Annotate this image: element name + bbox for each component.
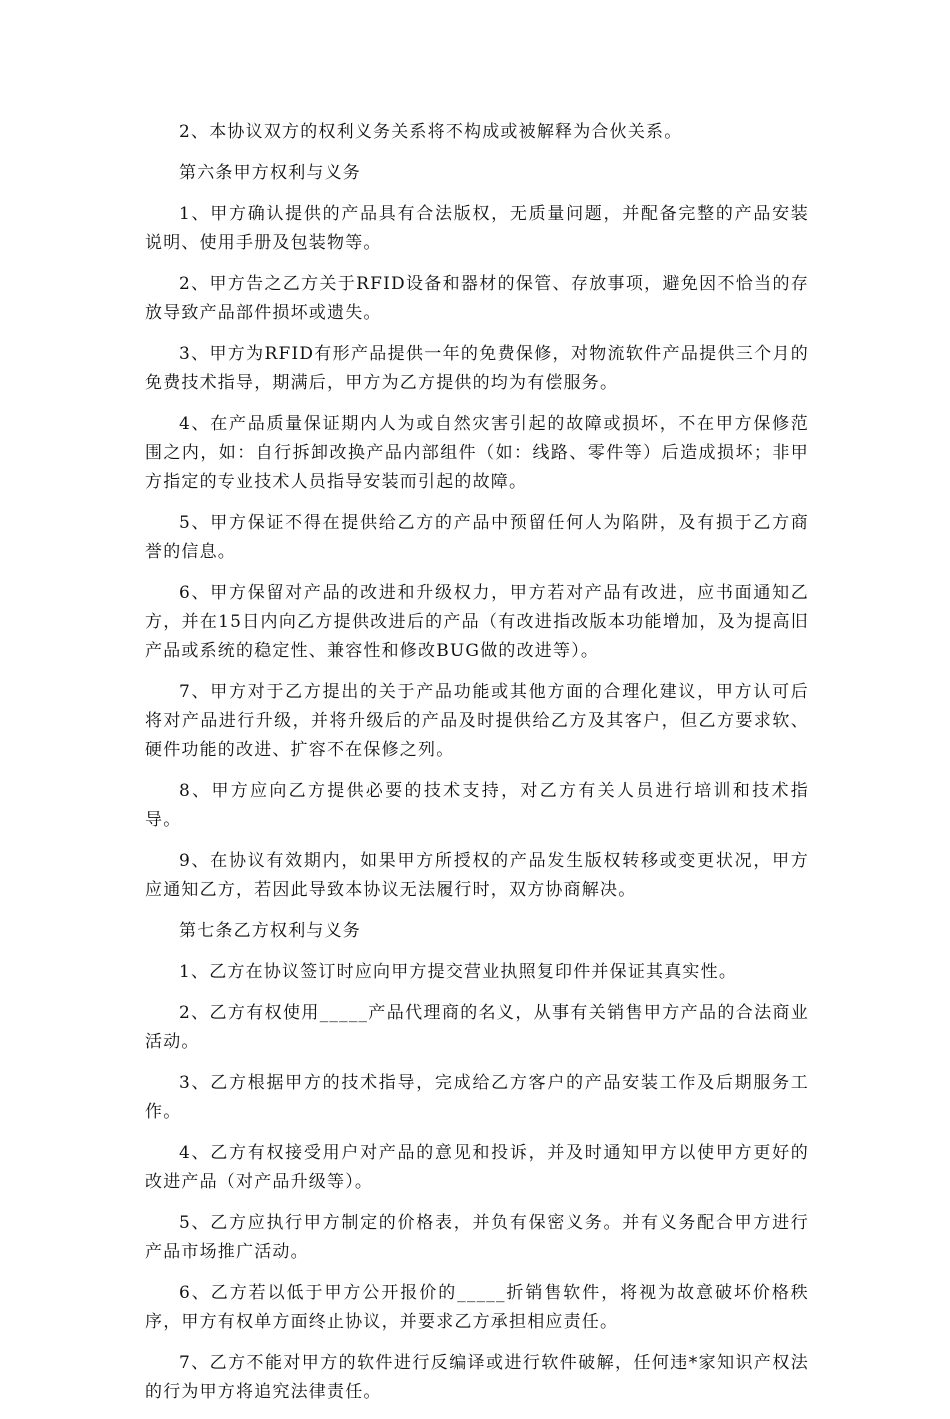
paragraph: 8、甲方应向乙方提供必要的技术支持，对乙方有关人员进行培训和技术指导。 <box>145 781 809 830</box>
paragraph: 9、在协议有效期内，如果甲方所授权的产品发生版权转移或变更状况，甲方应通知乙方，若因此导致本协议无法履行时，双方协商解决。 <box>145 851 809 900</box>
document-body <box>145 118 809 1419</box>
paragraph: 4、乙方有权接受用户对产品的意见和投诉，并及时通知甲方以使甲方更好的改进产品（对产品升级等）。 <box>145 1143 809 1192</box>
paragraph: 2、甲方告之乙方关于RFID设备和器材的保管、存放事项，避免因不恰当的存放导致产品部件损坏或遗失。 <box>145 274 809 323</box>
section-heading: 第六条甲方权利与义务 <box>179 163 361 183</box>
paragraph: 1、甲方确认提供的产品具有合法版权，无质量问题，并配备完整的产品安装说明、使用手册及包装物等。 <box>145 204 809 253</box>
paragraph: 5、乙方应执行甲方制定的价格表，并负有保密义务。并有义务配合甲方进行产品市场推广活动。 <box>145 1213 809 1262</box>
paragraph: 1、乙方在协议签订时应向甲方提交营业执照复印件并保证其真实性。 <box>179 962 738 982</box>
paragraph: 7、乙方不能对甲方的软件进行反编译或进行软件破解，任何违*家知识产权法的行为甲方将追究法律责任。 <box>145 1353 809 1402</box>
paragraph: 5、甲方保证不得在提供给乙方的产品中预留任何人为陷阱，及有损于乙方商誉的信息。 <box>145 513 809 562</box>
paragraph: 3、甲方为RFID有形产品提供一年的免费保修，对物流软件产品提供三个月的免费技术指导，期满后，甲方为乙方提供的均为有偿服务。 <box>145 344 809 393</box>
paragraph: 3、乙方根据甲方的技术指导，完成给乙方客户的产品安装工作及后期服务工作。 <box>145 1073 809 1122</box>
paragraph: 2、乙方有权使用_____产品代理商的名义，从事有关销售甲方产品的合法商业活动。 <box>145 1003 809 1052</box>
paragraph: 6、乙方若以低于甲方公开报价的_____折销售软件，将视为故意破坏价格秩序，甲方有权单方面终止协议，并要求乙方承担相应责任。 <box>145 1283 809 1332</box>
section-heading: 第七条乙方权利与义务 <box>179 921 361 941</box>
paragraph: 4、在产品质量保证期内人为或自然灾害引起的故障或损坏，不在甲方保修范围之内，如：自行拆卸改换产品内部组件（如：线路、零件等）后造成损坏；非甲方指定的专业技术人员指导安装而引起的故障。 <box>145 414 809 492</box>
paragraph: 7、甲方对于乙方提出的关于产品功能或其他方面的合理化建议，甲方认可后将对产品进行升级，并将升级后的产品及时提供给乙方及其客户，但乙方要求软、硬件功能的改进、扩容不在保修之列。 <box>145 682 809 760</box>
paragraph: 2、本协议双方的权利义务关系将不构成或被解释为合伙关系。 <box>179 122 683 142</box>
paragraph: 6、甲方保留对产品的改进和升级权力，甲方若对产品有改进，应书面通知乙方，并在15日内向乙方提供改进后的产品（有改进指改版本功能增加，及为提高旧产品或系统的稳定性、兼容性和修改BUG做的改进等）。 <box>145 583 809 661</box>
